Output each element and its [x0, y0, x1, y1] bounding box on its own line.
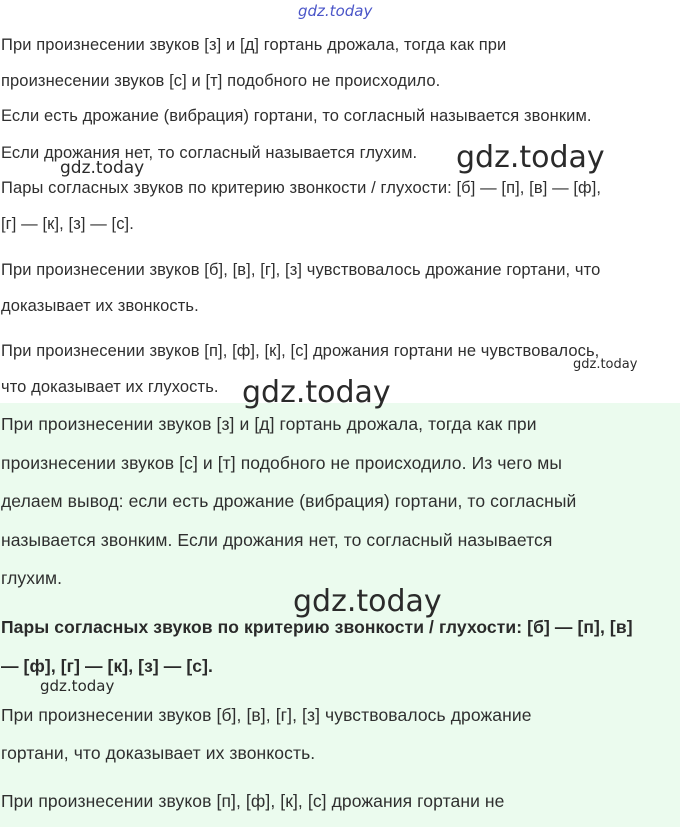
- paragraph-line: произнесении звуков [с] и [т] подобного не происходило.: [1, 72, 441, 90]
- watermark: gdz.today: [573, 357, 638, 372]
- paragraph-line: Если дрожания нет, то согласный называется глухим.: [1, 144, 418, 162]
- paragraph-line: делаем вывод: если есть дрожание (вибрация) гортани, то согласный: [1, 491, 577, 511]
- paragraph-line: доказывает их звонкость.: [1, 297, 199, 315]
- paragraph-line: При произнесении звуков [з] и [д] гортань дрожала, тогда как при: [1, 414, 537, 434]
- paragraph-line: Пары согласных звуков по критерию звонкости / глухости: [б] — [п], [в] — [ф],: [1, 179, 602, 197]
- paragraph-line: [г] — [к], [з] — [с].: [1, 215, 134, 233]
- watermark: gdz.today: [242, 375, 391, 410]
- paragraph-line-bold: — [ф], [г] — [к], [з] — [с].: [1, 656, 213, 676]
- paragraph-line: что доказывает их глухость.: [1, 378, 219, 396]
- watermark: gdz.today: [293, 584, 442, 619]
- watermark: gdz.today: [60, 158, 145, 178]
- paragraph-line: гортани, что доказывает их звонкость.: [1, 743, 316, 763]
- watermark-top: gdz.today: [298, 2, 373, 20]
- watermark: gdz.today: [456, 140, 605, 175]
- paragraph-line: Если есть дрожание (вибрация) гортани, то согласный называется звонким.: [1, 107, 592, 125]
- paragraph-line: называется звонким. Если дрожания нет, то согласный называется: [1, 530, 553, 550]
- paragraph-line: При произнесении звуков [п], [ф], [к], [с] дрожания гортани не: [1, 791, 505, 811]
- paragraph-line: произнесении звуков [с] и [т] подобного не происходило. Из чего мы: [1, 453, 563, 473]
- paragraph-line: При произнесении звуков [п], [ф], [к], [с] дрожания гортани не чувствовалось,: [1, 342, 600, 360]
- watermark: gdz.today: [40, 677, 115, 695]
- paragraph-line: При произнесении звуков [б], [в], [г], [з] чувствовалось дрожание гортани, что: [1, 261, 601, 279]
- paragraph-line-bold: Пары согласных звуков по критерию звонкости / глухости: [б] — [п], [в]: [1, 617, 633, 637]
- paragraph-line: глухим.: [1, 568, 63, 588]
- paragraph-line: При произнесении звуков [з] и [д] гортань дрожала, тогда как при: [1, 36, 507, 54]
- paragraph-line: При произнесении звуков [б], [в], [г], [з] чувствовалось дрожание: [1, 705, 532, 725]
